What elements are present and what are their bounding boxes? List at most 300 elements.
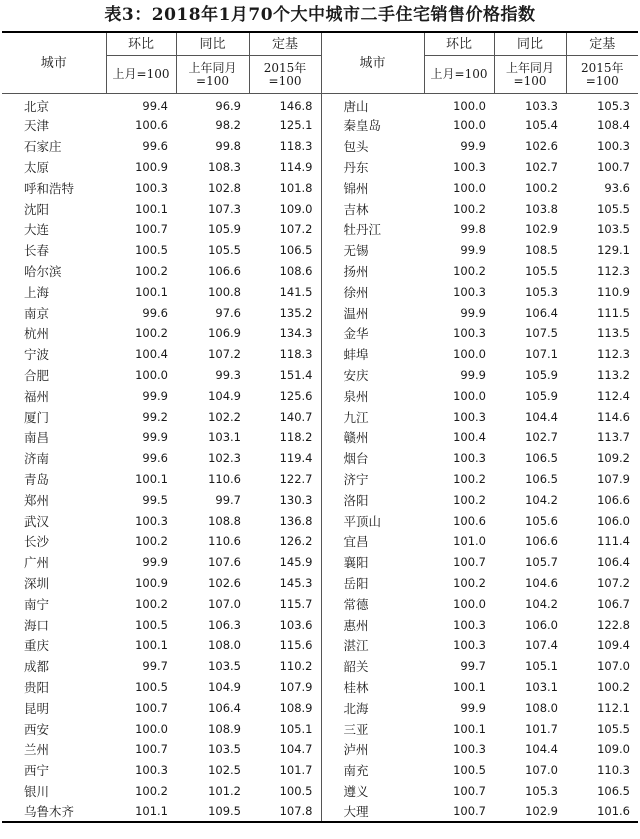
cell-base-left: 136.8	[249, 510, 321, 531]
cell-yoy-right: 103.3	[525, 99, 558, 113]
cell-base-right: 111.5	[597, 305, 630, 320]
cell-mom-right: 100.0	[453, 388, 486, 403]
cell-mom-right: 100.3	[453, 409, 486, 424]
cell-city-left: 长春	[24, 243, 50, 259]
cell-mom-left: 100.2	[135, 263, 168, 278]
cell-base-right: 101.6	[597, 804, 630, 819]
cell-yoy-left: 102.8	[208, 180, 241, 195]
cell-yoy-right: 106.6	[525, 534, 558, 549]
cell-yoy-right: 108.5	[525, 243, 558, 258]
cell-base-right: 107.9	[597, 471, 630, 486]
cell-mom-right: 100.0	[453, 99, 486, 113]
cell-city-right: 丹东	[343, 159, 369, 175]
cell-city-left: 杭州	[24, 326, 50, 342]
cell-yoy-left: 110.6	[208, 534, 241, 549]
cell-mom-right: 100.1	[453, 679, 486, 694]
cell-mom-left: 99.6	[142, 139, 168, 154]
table-row	[2, 157, 638, 178]
cell-yoy-left: 99.7	[215, 492, 241, 507]
cell-base-right: 111.4	[597, 534, 630, 549]
cell-base-left: 115.6	[249, 635, 321, 656]
cell-mom-right: 100.2	[453, 492, 486, 507]
cell-yoy-left: 103.5	[208, 659, 241, 674]
cell-city-left: 兰州	[24, 742, 50, 758]
table-row	[2, 573, 638, 594]
cell-yoy-right: 105.3	[525, 783, 558, 798]
cell-base-right: 100.3	[597, 139, 630, 154]
cell-mom-right: 99.9	[460, 700, 486, 715]
cell-base-left: 141.5	[249, 281, 321, 302]
cell-yoy-left: 99.3	[215, 367, 241, 382]
cell-city-left: 深圳	[24, 575, 50, 591]
cell-city-left: 上海	[24, 284, 50, 300]
cell-base-right: 112.3	[597, 263, 630, 278]
cell-city-right: 平顶山	[343, 513, 382, 529]
table-title: 表3：2018年1月70个大中城市二手住宅销售价格指数	[104, 5, 536, 25]
cell-mom-right: 100.0	[453, 596, 486, 611]
header-city-right: 城市	[321, 32, 424, 94]
cell-yoy-left: 106.9	[208, 326, 241, 341]
table-row	[2, 801, 638, 822]
cell-yoy-right: 105.7	[525, 555, 558, 570]
cell-base-right: 105.5	[597, 201, 630, 216]
cell-base-right: 112.1	[597, 700, 630, 715]
table-row	[2, 614, 638, 635]
cell-city-left: 武汉	[24, 513, 50, 529]
cell-city-right: 金华	[343, 326, 369, 342]
cell-base-left: 107.8	[249, 801, 321, 822]
cell-yoy-right: 104.6	[525, 575, 558, 590]
cell-mom-left: 100.1	[135, 471, 168, 486]
cell-base-right: 107.2	[597, 575, 630, 590]
cell-city-left: 大连	[24, 222, 50, 238]
cell-city-right: 岳阳	[343, 575, 369, 591]
cell-base-left: 103.6	[249, 614, 321, 635]
cell-mom-left: 99.5	[142, 492, 168, 507]
cell-mom-left: 99.9	[142, 430, 168, 445]
cell-base-right: 100.2	[597, 679, 630, 694]
cell-mom-right: 100.2	[453, 575, 486, 590]
table-row	[2, 781, 638, 802]
cell-city-right: 安庆	[343, 367, 369, 383]
cell-mom-right: 100.3	[453, 451, 486, 466]
cell-city-right: 桂林	[343, 679, 369, 695]
cell-yoy-left: 110.6	[208, 471, 241, 486]
cell-yoy-right: 101.7	[525, 721, 558, 736]
cell-base-right: 106.4	[597, 555, 630, 570]
cell-base-right: 106.0	[597, 513, 630, 528]
cell-base-right: 113.5	[597, 326, 630, 341]
cell-city-left: 哈尔滨	[24, 263, 62, 279]
cell-base-left: 114.9	[249, 157, 321, 178]
cell-mom-left: 100.7	[135, 222, 168, 237]
cell-mom-left: 99.2	[142, 409, 168, 424]
cell-yoy-right: 104.2	[525, 596, 558, 611]
cell-city-left: 南宁	[24, 596, 50, 612]
cell-city-left: 呼和浩特	[24, 180, 75, 196]
header-mom-right: 环比	[424, 32, 494, 56]
table-row	[2, 406, 638, 427]
cell-yoy-right: 105.6	[525, 513, 558, 528]
cell-mom-left: 100.7	[135, 742, 168, 757]
cell-yoy-left: 109.5	[208, 804, 241, 819]
table-row	[2, 281, 638, 302]
cell-base-left: 101.7	[249, 760, 321, 781]
cell-mom-left: 100.1	[135, 638, 168, 653]
cell-city-left: 石家庄	[24, 139, 62, 155]
cell-yoy-left: 106.4	[208, 700, 241, 715]
cell-base-right: 109.0	[597, 742, 630, 757]
cell-city-left: 宁波	[24, 347, 50, 363]
cell-city-left: 太原	[24, 159, 50, 175]
cell-base-left: 109.0	[249, 198, 321, 219]
cell-mom-right: 100.3	[453, 617, 486, 632]
cell-mom-left: 99.4	[142, 99, 168, 113]
table-row	[2, 593, 638, 614]
cell-yoy-right: 106.4	[525, 305, 558, 320]
cell-base-left: 107.9	[249, 677, 321, 698]
cell-base-right: 100.7	[597, 159, 630, 174]
cell-city-left: 乌鲁木齐	[24, 804, 75, 820]
cell-mom-left: 100.5	[135, 617, 168, 632]
header-base-right: 定基	[566, 32, 638, 56]
cell-yoy-left: 100.8	[208, 284, 241, 299]
cell-yoy-right: 100.2	[525, 180, 558, 195]
cell-mom-left: 100.6	[135, 118, 168, 133]
cell-mom-right: 100.1	[453, 721, 486, 736]
cell-mom-right: 101.0	[453, 534, 486, 549]
cell-yoy-left: 106.3	[208, 617, 241, 632]
cell-mom-right: 100.3	[453, 638, 486, 653]
cell-base-right: 113.2	[597, 367, 630, 382]
cell-yoy-right: 102.7	[525, 159, 558, 174]
cell-mom-right: 99.9	[460, 305, 486, 320]
cell-base-right: 112.3	[597, 347, 630, 362]
cell-city-left: 西宁	[24, 763, 50, 779]
cell-base-left: 145.9	[249, 552, 321, 573]
cell-mom-left: 99.7	[142, 659, 168, 674]
cell-yoy-right: 107.1	[525, 347, 558, 362]
cell-yoy-right: 103.8	[525, 201, 558, 216]
cell-mom-left: 99.9	[142, 388, 168, 403]
cell-mom-left: 100.5	[135, 243, 168, 258]
cell-yoy-right: 107.5	[525, 326, 558, 341]
table-row	[2, 635, 638, 656]
cell-mom-left: 100.9	[135, 575, 168, 590]
cell-city-right: 惠州	[343, 617, 369, 633]
table-row	[2, 469, 638, 490]
cell-yoy-right: 106.0	[525, 617, 558, 632]
cell-mom-right: 100.6	[453, 513, 486, 528]
cell-city-left: 西安	[24, 721, 50, 737]
cell-yoy-left: 107.2	[208, 347, 241, 362]
cell-mom-left: 100.5	[135, 679, 168, 694]
table-row	[2, 177, 638, 198]
cell-base-left: 110.2	[249, 656, 321, 677]
cell-city-right: 济宁	[343, 471, 369, 487]
cell-mom-left: 100.7	[135, 700, 168, 715]
cell-yoy-left: 108.8	[208, 513, 241, 528]
cell-yoy-right: 105.3	[525, 284, 558, 299]
cell-yoy-left: 102.5	[208, 763, 241, 778]
header-base-sub-left: 2015年=100	[249, 56, 321, 94]
cell-base-right: 106.5	[597, 783, 630, 798]
table-row	[2, 240, 638, 261]
cell-yoy-right: 106.5	[525, 471, 558, 486]
header-yoy-sub-left: 上年同月=100	[176, 56, 249, 94]
cell-city-left: 青岛	[24, 471, 50, 487]
cell-city-left: 贵阳	[24, 679, 50, 695]
cell-base-left: 151.4	[249, 365, 321, 386]
cell-yoy-right: 105.5	[525, 263, 558, 278]
cell-mom-right: 100.4	[453, 430, 486, 445]
cell-yoy-right: 102.9	[525, 804, 558, 819]
cell-yoy-right: 104.4	[525, 742, 558, 757]
cell-base-left: 130.3	[249, 489, 321, 510]
cell-base-left: 108.6	[249, 261, 321, 282]
cell-mom-left: 100.2	[135, 783, 168, 798]
cell-yoy-left: 104.9	[208, 679, 241, 694]
cell-yoy-left: 104.9	[208, 388, 241, 403]
cell-city-right: 无锡	[343, 243, 369, 259]
cell-yoy-right: 105.4	[525, 118, 558, 133]
cell-base-right: 110.9	[597, 284, 630, 299]
cell-city-left: 合肥	[24, 367, 50, 383]
cell-base-right: 106.6	[597, 492, 630, 507]
cell-base-left: 146.8	[249, 94, 321, 116]
cell-yoy-right: 105.1	[525, 659, 558, 674]
cell-mom-right: 100.5	[453, 763, 486, 778]
cell-yoy-left: 105.5	[208, 243, 241, 258]
cell-city-right: 宜昌	[343, 534, 369, 550]
table-row	[2, 760, 638, 781]
table-row	[2, 427, 638, 448]
cell-mom-left: 100.4	[135, 347, 168, 362]
table-row	[2, 385, 638, 406]
cell-mom-left: 100.3	[135, 763, 168, 778]
cell-city-left: 成都	[24, 659, 50, 675]
table-row	[2, 344, 638, 365]
header-mom-left: 环比	[106, 32, 176, 56]
cell-yoy-left: 103.1	[208, 430, 241, 445]
cell-city-left: 济南	[24, 451, 50, 467]
cell-yoy-right: 107.0	[525, 763, 558, 778]
cell-yoy-left: 101.2	[208, 783, 241, 798]
cell-mom-right: 100.3	[453, 326, 486, 341]
cell-city-right: 常德	[343, 596, 369, 612]
cell-city-right: 蚌埠	[343, 347, 369, 363]
cell-base-right: 103.5	[597, 222, 630, 237]
cell-yoy-left: 108.0	[208, 638, 241, 653]
cell-mom-left: 100.3	[135, 180, 168, 195]
cell-base-right: 107.0	[597, 659, 630, 674]
cell-city-right: 湛江	[343, 638, 369, 654]
cell-yoy-left: 107.3	[208, 201, 241, 216]
cell-yoy-right: 104.2	[525, 492, 558, 507]
cell-base-right: 112.4	[597, 388, 630, 403]
cell-yoy-right: 102.6	[525, 139, 558, 154]
cell-mom-right: 100.2	[453, 471, 486, 486]
cell-yoy-right: 106.5	[525, 451, 558, 466]
cell-city-right: 北海	[343, 700, 369, 716]
cell-base-left: 107.2	[249, 219, 321, 240]
cell-mom-left: 100.0	[135, 367, 168, 382]
cell-base-left: 101.8	[249, 177, 321, 198]
cell-base-left: 126.2	[249, 531, 321, 552]
cell-mom-right: 100.7	[453, 804, 486, 819]
cell-base-right: 105.5	[597, 721, 630, 736]
header-yoy-right: 同比	[494, 32, 566, 56]
table-row	[2, 739, 638, 760]
cell-city-left: 郑州	[24, 492, 50, 508]
cell-city-right: 牡丹江	[343, 222, 382, 238]
cell-city-right: 泉州	[343, 388, 369, 404]
cell-mom-right: 99.9	[460, 243, 486, 258]
cell-city-left: 银川	[24, 783, 50, 799]
cell-base-left: 104.7	[249, 739, 321, 760]
cell-base-right: 93.6	[604, 180, 630, 195]
cell-mom-right: 100.0	[453, 347, 486, 362]
cell-base-left: 119.4	[249, 448, 321, 469]
cell-mom-left: 100.9	[135, 159, 168, 174]
cell-base-right: 106.7	[597, 596, 630, 611]
cell-city-left: 厦门	[24, 409, 50, 425]
cell-base-right: 113.7	[597, 430, 630, 445]
cell-yoy-left: 102.3	[208, 451, 241, 466]
cell-yoy-right: 107.4	[525, 638, 558, 653]
cell-mom-left: 100.1	[135, 201, 168, 216]
cell-city-left: 福州	[24, 388, 50, 404]
cell-base-left: 100.5	[249, 781, 321, 802]
cell-city-right: 南充	[343, 763, 369, 779]
header-mom-sub-left: 上月=100	[106, 56, 176, 94]
cell-yoy-left: 107.0	[208, 596, 241, 611]
cell-yoy-left: 103.5	[208, 742, 241, 757]
table-row	[2, 302, 638, 323]
cell-city-right: 襄阳	[343, 555, 369, 571]
cell-yoy-left: 97.6	[215, 305, 241, 320]
cell-yoy-right: 102.9	[525, 222, 558, 237]
cell-yoy-right: 105.9	[525, 367, 558, 382]
table-row	[2, 718, 638, 739]
table-row	[2, 656, 638, 677]
cell-base-left: 145.3	[249, 573, 321, 594]
cell-mom-right: 100.3	[453, 159, 486, 174]
cell-base-left: 125.1	[249, 115, 321, 136]
header-base-left: 定基	[249, 32, 321, 56]
cell-city-right: 洛阳	[343, 492, 369, 508]
cell-mom-left: 100.0	[135, 721, 168, 736]
cell-city-right: 秦皇岛	[343, 118, 382, 134]
table-row	[2, 448, 638, 469]
table-row	[2, 198, 638, 219]
cell-base-left: 118.2	[249, 427, 321, 448]
cell-mom-left: 99.6	[142, 305, 168, 320]
cell-city-right: 三亚	[343, 721, 369, 737]
cell-mom-left: 100.2	[135, 326, 168, 341]
cell-mom-right: 100.2	[453, 263, 486, 278]
cell-mom-left: 99.9	[142, 555, 168, 570]
cell-mom-right: 99.9	[460, 367, 486, 382]
cell-mom-right: 99.8	[460, 222, 486, 237]
cell-city-right: 吉林	[343, 201, 369, 217]
cell-city-right: 韶关	[343, 659, 369, 675]
cell-mom-right: 100.0	[453, 118, 486, 133]
cell-base-right: 105.3	[597, 99, 630, 113]
cell-yoy-left: 105.9	[208, 222, 241, 237]
cell-city-left: 北京	[24, 99, 50, 114]
cell-base-left: 134.3	[249, 323, 321, 344]
cell-base-left: 140.7	[249, 406, 321, 427]
table-row	[2, 323, 638, 344]
cell-base-left: 108.9	[249, 697, 321, 718]
cell-yoy-right: 103.1	[525, 679, 558, 694]
cell-city-left: 昆明	[24, 700, 50, 716]
cell-base-right: 122.8	[597, 617, 630, 632]
cell-yoy-left: 96.9	[215, 99, 241, 113]
table-row	[2, 531, 638, 552]
cell-yoy-left: 102.2	[208, 409, 241, 424]
header-city-left: 城市	[2, 32, 106, 94]
cell-mom-left: 101.1	[135, 804, 168, 819]
table-body	[2, 94, 638, 823]
cell-yoy-left: 102.6	[208, 575, 241, 590]
cell-city-right: 锦州	[343, 180, 369, 196]
header-yoy-left: 同比	[176, 32, 249, 56]
header-yoy-sub-right: 上年同月=100	[494, 56, 566, 94]
table-row	[2, 510, 638, 531]
cell-city-right: 泸州	[343, 742, 369, 758]
cell-city-left: 南昌	[24, 430, 50, 446]
cell-yoy-right: 105.9	[525, 388, 558, 403]
cell-city-right: 赣州	[343, 430, 369, 446]
cell-city-right: 唐山	[343, 99, 369, 114]
price-index-table	[2, 31, 638, 823]
table-row	[2, 552, 638, 573]
cell-mom-left: 99.6	[142, 451, 168, 466]
cell-yoy-left: 108.9	[208, 721, 241, 736]
cell-city-right: 包头	[343, 139, 369, 155]
cell-base-right: 110.3	[597, 763, 630, 778]
cell-base-right: 129.1	[597, 243, 630, 258]
cell-base-left: 125.6	[249, 385, 321, 406]
cell-yoy-right: 108.0	[525, 700, 558, 715]
cell-city-right: 大理	[343, 804, 369, 820]
cell-city-left: 重庆	[24, 638, 50, 654]
cell-mom-right: 100.3	[453, 284, 486, 299]
table-row	[2, 115, 638, 136]
cell-yoy-right: 104.4	[525, 409, 558, 424]
cell-mom-left: 100.3	[135, 513, 168, 528]
cell-yoy-left: 108.3	[208, 159, 241, 174]
cell-base-right: 109.2	[597, 451, 630, 466]
cell-base-left: 106.5	[249, 240, 321, 261]
cell-city-right: 扬州	[343, 263, 369, 279]
table-row	[2, 261, 638, 282]
cell-mom-right: 99.7	[460, 659, 486, 674]
cell-yoy-right: 102.7	[525, 430, 558, 445]
table-row	[2, 697, 638, 718]
cell-yoy-left: 98.2	[215, 118, 241, 133]
cell-city-right: 烟台	[343, 451, 369, 467]
table-row	[2, 94, 638, 116]
cell-base-left: 115.7	[249, 593, 321, 614]
table-row	[2, 677, 638, 698]
cell-city-right: 徐州	[343, 284, 369, 300]
cell-city-right: 九江	[343, 409, 369, 425]
cell-yoy-left: 106.6	[208, 263, 241, 278]
cell-base-left: 135.2	[249, 302, 321, 323]
